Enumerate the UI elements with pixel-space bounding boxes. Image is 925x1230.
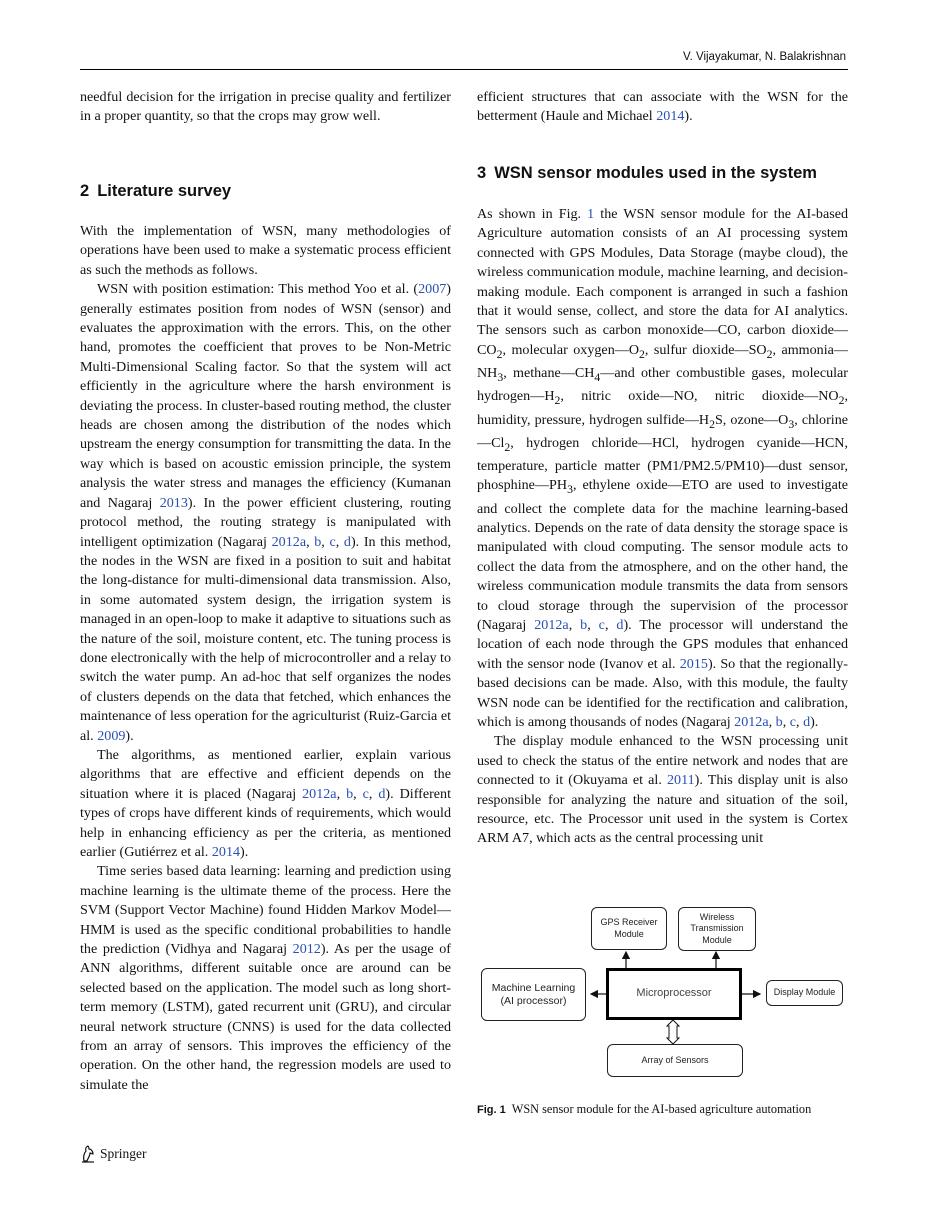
left-column-body bbox=[80, 222, 451, 1095]
left-column-top bbox=[80, 88, 451, 127]
figure-1-block-diagram bbox=[476, 900, 848, 1090]
running-header-authors: V. Vijayakumar, N. Balakrishnan bbox=[682, 51, 846, 63]
citation-link[interactable]: 2012a bbox=[734, 714, 769, 731]
continued-paragraph: needful decision for the irrigation in precise quality and fertilizer in a proper quantity, so that the crops may grow well. bbox=[80, 89, 451, 125]
figure-caption-text: WSN sensor module for the AI-based agriculture automation bbox=[511, 1102, 812, 1116]
page-footer bbox=[80, 1144, 147, 1164]
citation-link[interactable]: d bbox=[803, 714, 811, 731]
citation-link[interactable]: b bbox=[580, 617, 588, 633]
citation-link[interactable]: 2014 bbox=[211, 844, 241, 860]
header-rule bbox=[80, 69, 848, 70]
machine-learning-box: Machine Learning (AI processor) bbox=[481, 968, 586, 1021]
figure-label: Fig. 1 bbox=[477, 1104, 506, 1116]
citation-link[interactable]: d bbox=[378, 785, 386, 802]
double-arrow-sensors bbox=[667, 1020, 679, 1044]
paragraph-display-module: The display module enhanced to the WSN processing unit used to check the status of the entire network and nodes that are connected to it (Okuyama et al. 2011). This display unit is also responsible for analyzing the nature and situation of the soil, resource, etc. The Processor unit used in the system is Cortex ARM A7, which acts as the central processing unit bbox=[477, 733, 848, 847]
citation-link[interactable]: c bbox=[329, 533, 336, 550]
paragraph-time-series: Time series based data learning: learning and prediction using machine learning is the ultimate theme of the process. Here the SVM (Support Vector Machine) found Hidden Markov Model—HMM is used as the specific conditional probabilities to handle the prediction (Vidhya and Nagaraj 2012). As per the usage of ANN algorithms, different suitable once are around can be selected based on the application. The model such as long short-term memory (LSTM), gated recurrent unit (GRU), and circular neural network structure (CNNS) is used for the data collected from an array of sensors. This improves the efficiency of the operation. On the other hand, the regression models are used to simulate the bbox=[80, 863, 451, 1093]
section-2-title: Literature survey bbox=[97, 182, 232, 200]
citation-link[interactable]: c bbox=[362, 785, 369, 802]
figure-link[interactable]: 1 bbox=[587, 206, 595, 222]
citation-link[interactable]: c bbox=[789, 714, 797, 731]
paragraph-position-estimation: WSN with position estimation: This method Yoo et al. (2007) generally estimates position from nodes of WSN (sensor) and evaluates the approximation with the errors. This, on the other hand, promotes the coefficient that proves to be Non-Metric Multi-Dimensional Scaling factor. So that the system will act efficiently in the agriculture where the harsh environment is deviating the process. In cluster-based routing method, the cluster heads are chosen among the distribution of the nodes which upstream the energy consumption for transmitting the data. In the way which is based on acoustic emission principle, the system analysis the water stress and manages the efficiency (Kumanan and Nagaraj 2013). In the power efficient clustering, routing protocol method, the routing strategy is manipulated with intelligent optimization (Nagaraj 2012a, b, c, d). In this method, the nodes in the WSN are fixed in a position to suit and habitat the long-distance for multi-dimensional data transmission. Also, in some automated system design, the irrigation system is managed in an open-loop to make it adaptive to situations such as the nature of the soil, moisture content, etc. The tuning process is done electronically with the help of microcontroller and a relay to switch the water pump. An ad-hoc that self organizes the nodes of clusters depends on the data that fetched, which enhances the maintenance of less operation for the agriculturist (Ruiz-Garcia et al. 2009). bbox=[80, 281, 452, 744]
citation-link[interactable]: d bbox=[343, 533, 351, 550]
citation-link[interactable]: b bbox=[346, 785, 354, 802]
figure-1-caption bbox=[477, 1102, 849, 1118]
gps-receiver-box: GPS Receiver Module bbox=[591, 907, 667, 950]
paragraph-intro: With the implementation of WSN, many methodologies of operations have been used to make a systematic process efficient as such the methods as follows. bbox=[80, 223, 451, 278]
springer-horse-icon bbox=[80, 1145, 96, 1163]
section-3-number: 3 bbox=[477, 164, 487, 182]
citation-link[interactable]: 2012a bbox=[534, 617, 569, 633]
display-module-box: Display Module bbox=[766, 980, 843, 1006]
continued-paragraph-right: efficient structures that can associate with the WSN for the betterment (Haule and Michael 2014). bbox=[477, 89, 848, 125]
citation-link[interactable]: 2011 bbox=[666, 772, 695, 789]
section-2-heading bbox=[80, 182, 231, 201]
microprocessor-box: Microprocessor bbox=[606, 968, 742, 1020]
citation-link[interactable]: 2013 bbox=[159, 494, 188, 511]
paragraph-algorithms: The algorithms, as mentioned earlier, explain various algorithms that are effective and efficient depends on the situation where it is placed (Nagaraj 2012a, b, c, d). Different types of crops have different kinds of requirements, which would help in enhancing efficiency as per the criteria, as mentioned earlier (Gutiérrez et al. 2014). bbox=[80, 746, 452, 860]
citation-link[interactable]: b bbox=[314, 533, 322, 550]
section-3-title: WSN sensor modules used in the system bbox=[494, 164, 817, 182]
citation-link[interactable]: b bbox=[775, 714, 783, 731]
section-3-heading bbox=[477, 164, 817, 183]
section-2-number: 2 bbox=[80, 182, 90, 200]
citation-link[interactable]: 2014 bbox=[656, 108, 685, 125]
citation-link[interactable]: 2015 bbox=[679, 655, 708, 672]
citation-link[interactable]: 2012a bbox=[302, 785, 337, 802]
citation-link[interactable]: 2009 bbox=[97, 727, 126, 744]
citation-link[interactable]: 2012 bbox=[292, 941, 321, 958]
citation-link[interactable]: c bbox=[598, 617, 605, 633]
right-column-body bbox=[477, 205, 848, 849]
citation-link[interactable]: 2012a bbox=[271, 533, 307, 550]
paragraph-sensor-module: As shown in Fig. 1 the WSN sensor module for the AI-based Agriculture automation consists of an AI processing system connected with GPS Modules, Data Storage (maybe cloud), the wireless communication module, machine learning, and decision-making module. Each component is arranged in such a fashion that it would sense, collect, and store the data for AI analytics. The sensors such as carbon monoxide—CO, carbon $dioxide—CO_2$, molecular $oxygen—O_2$, sulfur $dioxide—SO_2$, $ammonia—NH_3$, $methane—CH_4—and$ other combustible gases, molecular $hydrogen—H_2$, nitric oxide—NO, nitric $dioxide—NO_2$, humidity, pressure, hydrogen $sulfide—H_2S$, $ozone—O_3$, $chlorine—Cl_2$, hydrogen chloride—HCl, hydrogen cyanide—HCN, temperature, particle matter (PM1/PM2.5/PM10)—dust sensor, $phosphine—PH_3$, ethylene oxide—ETO are used to investigate and collect the complete data for the machine learning-based analytics. Depends on the rate of data density the storage space is manipulated with cloud computing. The sensor module acts to collect the data from the atmosphere, and on the other hand, the wireless communication module transmits the data from sensors to cloud storage through the supervision of the processor (Nagaraj 2012a, b, c, d). The processor will understand the location of each node through the GPS modules that enhanced with the sensor node (Ivanov et al. 2015). So that the regionally-based decisions can be made. Also, with this module, the faulty WSN node can be identified for the rectification and calibration, which is among thousands of nodes (Nagaraj 2012a, b, c, d). bbox=[477, 206, 849, 731]
citation-link[interactable]: 2007 bbox=[418, 281, 447, 298]
citation-link[interactable]: d bbox=[616, 617, 624, 633]
array-of-sensors-box: Array of Sensors bbox=[607, 1044, 743, 1077]
publisher-name: Springer bbox=[100, 1146, 147, 1161]
wireless-transmission-box: Wireless Transmission Module bbox=[678, 907, 756, 951]
right-column-top bbox=[477, 88, 848, 127]
